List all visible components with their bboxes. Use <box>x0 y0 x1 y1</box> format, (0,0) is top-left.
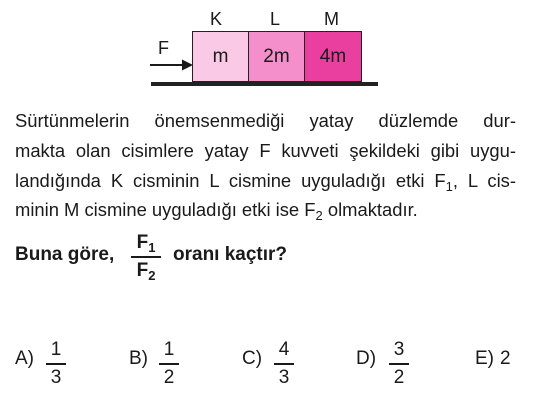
block-k-letter: K <box>210 9 223 29</box>
option-e-value: 2 <box>500 348 511 369</box>
block-m-letter: M <box>324 9 339 29</box>
block-k <box>192 31 249 82</box>
option-c-fraction: 4 3 <box>274 340 294 388</box>
physics-figure <box>0 0 534 96</box>
block-l-mass: 2m <box>263 45 290 67</box>
ground-surface <box>151 82 378 86</box>
question-suffix: oranı kaçtır? <box>173 244 288 265</box>
block-l <box>248 31 306 82</box>
problem-line-4: minin M cismine uyguladığı etki ise $F_2$ olmaktadır. <box>15 199 418 224</box>
problem-line-1: Sürtünmelerin önemsenmediği yatay düzlemde dur- <box>15 110 516 131</box>
block-l-letter: L <box>270 9 281 29</box>
block-m-mass: 4m <box>319 45 347 67</box>
block-k-mass: m <box>212 45 229 67</box>
force-arrow-icon <box>150 58 195 72</box>
problem-line-3: landığında K cisminin L cismine uyguladığı etki $F_1$, L cis- <box>15 169 516 194</box>
force-label: F <box>158 38 169 58</box>
option-a-fraction: 1 3 <box>46 340 66 388</box>
option-d-fraction: 3 2 <box>389 340 409 388</box>
block-m <box>304 31 362 82</box>
option-b-fraction: 1 2 <box>159 340 179 388</box>
question-fraction: $F_1$ $F_2$ <box>131 232 161 282</box>
question-prefix: Buna göre, <box>15 244 115 265</box>
problem-text <box>15 106 516 225</box>
problem-line-2: makta olan cisimlere yatay F kuvveti şekildeki gibi uygu- <box>15 139 516 161</box>
